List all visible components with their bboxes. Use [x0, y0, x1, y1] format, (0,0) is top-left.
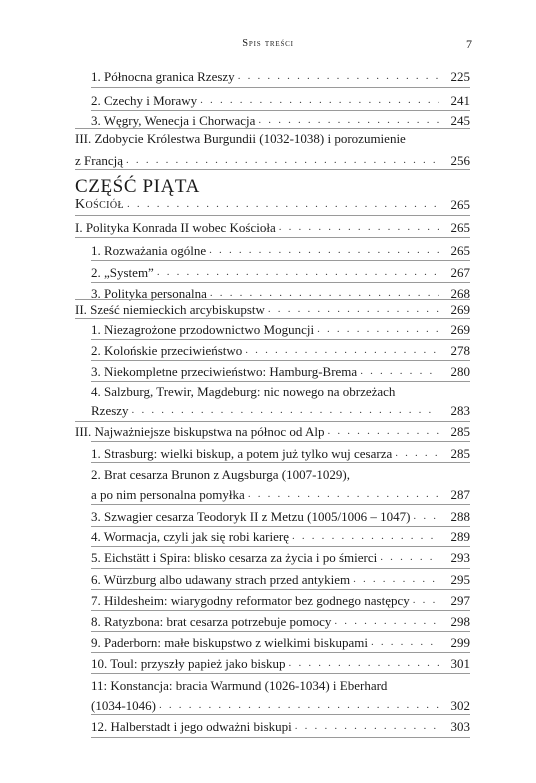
- toc-entry-title: III. Najważniejsze biskupstwa na północ od Alp: [75, 424, 325, 439]
- dot-leader: [334, 613, 439, 630]
- toc-entry: [91, 445, 470, 462]
- divider: [91, 568, 470, 569]
- divider: [91, 339, 470, 340]
- toc-entry: [75, 219, 470, 236]
- divider: [91, 526, 470, 527]
- toc-entry-title-line: 2. Brat cesarza Brunon z Augsburga (1007-1029),: [91, 467, 350, 482]
- divider: [91, 282, 470, 283]
- toc-entry: [91, 466, 470, 503]
- dot-leader: [292, 528, 439, 545]
- dot-leader: [380, 549, 439, 566]
- toc-entry-page: 241: [450, 93, 470, 108]
- toc-entry-page: 302: [450, 698, 470, 713]
- dot-leader: [127, 196, 439, 213]
- dot-leader: [327, 423, 439, 440]
- toc-entry-page: 298: [450, 614, 470, 629]
- dot-leader: [126, 152, 439, 169]
- divider: [91, 673, 470, 674]
- dot-leader: [279, 219, 439, 236]
- toc-entry-title-line: III. Zdobycie Królestwa Burgundii (1032-1038) i porozumienie: [75, 131, 406, 146]
- divider: [75, 128, 470, 129]
- running-title: Spis treści: [242, 38, 294, 49]
- divider: [91, 652, 470, 653]
- toc-entry-title: 3. Polityka personalna: [91, 286, 207, 301]
- toc-entry-page: 297: [450, 593, 470, 608]
- toc-entry: [91, 242, 470, 259]
- divider: [91, 260, 470, 261]
- toc-entry-page: 285: [450, 446, 470, 461]
- toc-entry-page: 267: [450, 265, 470, 280]
- toc-entry-title: (1034-1046): [91, 698, 156, 713]
- divider: [91, 589, 470, 590]
- toc-entry-title: 1. Rozważania ogólne: [91, 243, 207, 258]
- toc-entry-title: 8. Ratyzbona: brat cesarza potrzebuje pomocy: [91, 614, 332, 629]
- divider: [75, 299, 470, 300]
- toc-entry: [91, 592, 470, 609]
- toc-entry: [91, 112, 470, 129]
- toc-entry-title: 4. Wormacja, czyli jak się robi karierę: [91, 529, 289, 544]
- toc-entry: [91, 613, 470, 630]
- part-subheading: [75, 196, 470, 213]
- toc-entry-page: 280: [450, 364, 470, 379]
- divider: [91, 381, 470, 382]
- dot-leader: [258, 112, 439, 129]
- toc-entry: [91, 655, 470, 672]
- toc-entry-title: 6. Würzburg albo udawany strach przed antykiem: [91, 572, 351, 587]
- toc-entry-page: 283: [450, 403, 470, 418]
- dot-leader: [295, 718, 439, 735]
- toc-entry: [91, 634, 470, 651]
- toc-entry-page: 265: [450, 220, 470, 235]
- toc-entry-page: 245: [450, 113, 470, 128]
- dot-leader: [371, 634, 439, 651]
- divider: [91, 110, 470, 111]
- dot-leader: [200, 92, 439, 109]
- divider: [91, 714, 470, 715]
- dot-leader: [238, 68, 439, 85]
- toc-entry-title: 3. Szwagier cesarza Teodoryk II z Metzu (1005/1006 – 1047): [91, 509, 411, 524]
- dot-leader: [317, 321, 439, 338]
- toc-entry-title: I. Polityka Konrada II wobec Kościoła: [75, 220, 276, 235]
- toc-entry: [91, 383, 470, 419]
- toc-entry: [91, 549, 470, 566]
- toc-entry-title: z Francją: [75, 153, 124, 168]
- toc-entry-page: 293: [450, 550, 470, 565]
- divider: [75, 318, 470, 319]
- toc-entry-title: 10. Toul: przyszły papież jako biskup: [91, 656, 286, 671]
- toc-entry-title: II. Sześć niemieckich arcybiskupstw: [75, 302, 265, 317]
- divider: [75, 421, 470, 422]
- dot-leader: [353, 571, 439, 588]
- toc-entry: [91, 363, 470, 380]
- toc-entry-page: 295: [450, 572, 470, 587]
- toc-entry-page: 268: [450, 286, 470, 301]
- divider: [91, 631, 470, 632]
- toc-entry: [91, 68, 470, 85]
- dot-leader: [395, 445, 439, 462]
- toc-entry-title: 1. Strasburg: wielki biskup, a potem już tylko wuj cesarza: [91, 446, 393, 461]
- toc-entry: [91, 718, 470, 735]
- divider: [75, 237, 470, 238]
- toc-entry-title: 3. Węgry, Wenecja i Chorwacja: [91, 113, 256, 128]
- toc-entry-title-line: 11: Konstancja: bracia Warmund (1026-1034) i Eberhard: [91, 678, 388, 693]
- divider: [91, 737, 470, 738]
- dot-leader: [209, 242, 439, 259]
- toc-entry-title: 2. Kolońskie przeciwieństwo: [91, 343, 243, 358]
- divider: [91, 360, 470, 361]
- divider: [91, 462, 470, 463]
- toc-entry-title: 1. Północna granica Rzeszy: [91, 69, 235, 84]
- toc-entry-page: 303: [450, 719, 470, 734]
- dot-leader: [245, 342, 439, 359]
- dot-leader: [413, 508, 439, 525]
- toc-entry-page: 278: [450, 343, 470, 358]
- part-heading: CZĘŚĆ PIĄTA: [75, 176, 200, 197]
- toc-entry-title: 2. „System”: [91, 265, 154, 280]
- toc-entry-page: 225: [450, 69, 470, 84]
- divider: [75, 169, 470, 170]
- toc-entry-title: 7. Hildesheim: wiarygodny reformator bez godnego następcy: [91, 593, 410, 608]
- toc-entry-title: 2. Czechy i Morawy: [91, 93, 198, 108]
- divider: [91, 504, 470, 505]
- toc-entry: [91, 571, 470, 588]
- divider: [91, 87, 470, 88]
- toc-entry: [75, 423, 470, 440]
- dot-leader: [157, 264, 439, 281]
- dot-leader: [248, 486, 439, 503]
- toc-entry: [91, 321, 470, 338]
- toc-entry-page: 289: [450, 529, 470, 544]
- toc-entry: [75, 130, 470, 169]
- toc-entry-page: 285: [450, 424, 470, 439]
- dot-leader: [413, 592, 439, 609]
- part-subheading-title: Kościół: [75, 197, 125, 212]
- toc-entry: [91, 342, 470, 359]
- dot-leader: [159, 697, 439, 714]
- toc-entry: [91, 677, 470, 714]
- toc-entry-title: 3. Niekompletne przeciwieństwo: Hamburg-Brema: [91, 364, 358, 379]
- toc-entry-page: 265: [450, 197, 470, 212]
- toc-entry-page: 265: [450, 243, 470, 258]
- divider: [91, 610, 470, 611]
- toc-entry-title: 12. Halberstadt i jego odważni biskupi: [91, 719, 292, 734]
- toc-entry-title: Rzeszy: [91, 403, 129, 418]
- toc-entry: [91, 508, 470, 525]
- toc-entry: [91, 92, 470, 109]
- dot-leader: [132, 402, 439, 419]
- dot-leader: [289, 655, 439, 672]
- toc-entry-title: 1. Niezagrożone przodownictwo Moguncji: [91, 322, 315, 337]
- toc-entry-page: 287: [450, 487, 470, 502]
- toc-entry-page: 269: [450, 322, 470, 337]
- toc-entry-title: 9. Paderborn: małe biskupstwo z wielkimi biskupami: [91, 635, 368, 650]
- toc-entry-page: 256: [450, 153, 470, 168]
- toc-entry-title: a po nim personalna pomyłka: [91, 487, 245, 502]
- toc-entry-page: 269: [450, 302, 470, 317]
- dot-leader: [360, 363, 439, 380]
- toc-entry-page: 301: [450, 656, 470, 671]
- page-number: 7: [466, 37, 472, 51]
- divider: [91, 546, 470, 547]
- toc-entry: [91, 264, 470, 281]
- toc-entry-title: 5. Eichstätt i Spira: blisko cesarza za życia i po śmierci: [91, 550, 378, 565]
- toc-entry: [75, 301, 470, 318]
- divider: [75, 215, 470, 216]
- toc-entry: [91, 528, 470, 545]
- toc-entry-page: 288: [450, 509, 470, 524]
- divider: [91, 441, 470, 442]
- running-header: [0, 38, 536, 54]
- toc-entry-title-line: 4. Salzburg, Trewir, Magdeburg: nic nowego na obrzeżach: [91, 384, 396, 399]
- dot-leader: [268, 301, 439, 318]
- toc-entry-page: 299: [450, 635, 470, 650]
